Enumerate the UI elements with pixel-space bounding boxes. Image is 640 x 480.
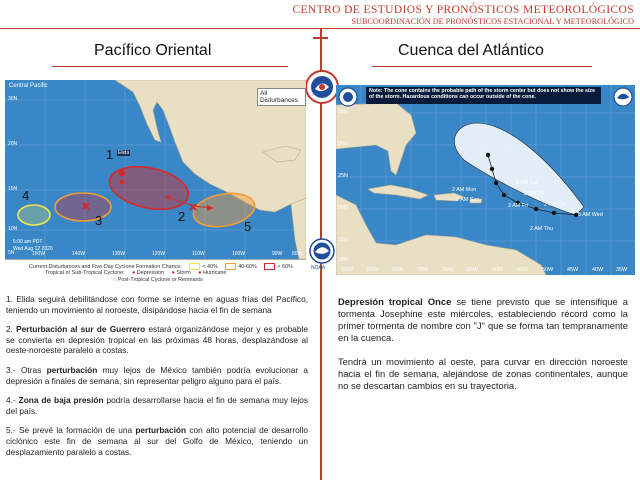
marker-5: 5 [244, 219, 252, 234]
region-label: Central Pacific [9, 83, 48, 89]
lon-label: 35W [616, 267, 628, 273]
legend-depression: ● Depression [132, 270, 165, 276]
storm-icon: ● [171, 270, 175, 276]
storm-tag: Elida [118, 150, 130, 156]
lon-label: 80W [292, 251, 303, 257]
track-label: 2 AM Sun [456, 197, 480, 203]
legend-swatch-yellow [189, 263, 200, 270]
lon-label: 150W [32, 251, 46, 257]
pacific-item-1: 1. Elida seguirá debilitándose con forme se interne en aguas frías del Pacífico, teniendo un movimiento al noroeste, disipándose hacia el fin de semana [6, 294, 308, 315]
track-label: 2 AM Fri [508, 203, 529, 209]
track-label: 2 AM Sat [516, 180, 538, 186]
lat-label: 15N [338, 237, 348, 243]
legend-storm: ● Storm [171, 270, 191, 276]
header-title: CENTRO DE ESTUDIOS Y PRONÓSTICOS METEOROLÓGICOS [292, 4, 634, 16]
marker-3: 3 [95, 213, 103, 228]
all-disturbances-button[interactable]: All Disturbances [257, 88, 306, 106]
legend-item-low: < 40% [189, 263, 217, 270]
cone-note: Note: The cone contains the probable path of the storm center but does not show the size of the storm. Hazardous conditions can occur outside of the cone. [366, 87, 601, 104]
lat-label: 15N [8, 186, 18, 192]
outlook-legend [5, 259, 306, 285]
lon-label: 85W [367, 267, 379, 273]
track-label: 2 AM Mon [452, 187, 477, 193]
legend-post-tropical: Post-Tropical Cyclone or Remnants [117, 277, 203, 283]
pacific-item-4: 4.- Zona de baja presión podría desarrollarse hacia el fin de semana muy lejos del país. [6, 395, 308, 416]
legend-hurricane: ● Hurricane [198, 270, 227, 276]
lat-label: 20N [8, 141, 18, 147]
atlantic-cone-map [336, 85, 635, 275]
noaa-logo-icon [309, 238, 335, 264]
depression-icon: ● [132, 270, 136, 276]
lon-label: 70W [442, 267, 454, 273]
marker-1: 1 [106, 147, 114, 162]
lat-label: 5N [8, 250, 15, 256]
lat-label: 30N [338, 141, 348, 147]
timestamp-line1: 5:00 am PDT [13, 239, 43, 245]
marker-4: 4 [22, 188, 30, 203]
lon-label: 90W [342, 267, 354, 273]
left-title-underline [52, 66, 288, 67]
lat-label: 10N [338, 257, 348, 263]
left-section-title: Pacífico Oriental [94, 42, 212, 59]
timestamp-line2: Wed Aug 12 2020 [13, 246, 53, 252]
atlantic-forecast-text [338, 296, 628, 404]
right-title-underline [372, 66, 592, 67]
legend-cyclone-label: Tropical or Sub-Tropical Cyclone: [45, 270, 125, 276]
lon-label: 100W [232, 251, 246, 257]
track-label: 2 AM Thu [530, 226, 553, 232]
lat-label: 30N [8, 96, 18, 102]
legend-swatch-orange [225, 263, 236, 270]
atlantic-paragraph-1: Depresión tropical Once se tiene previsto que se intensifique a tormenta Josephine este miércoles, estableciendo récord como la primer tormenta de nombre con "J" que se forma tan tempranamente en la cuenca. [338, 296, 628, 343]
lat-label: 20N [338, 205, 348, 211]
lon-label: 120W [152, 251, 166, 257]
atlantic-map-graphic [336, 85, 635, 275]
noaa-corner-logo-icon [613, 87, 633, 107]
smn-logo-icon [305, 70, 339, 104]
post-tropical-icon: ○ [113, 277, 117, 283]
pacific-item-3: 3.- Otras perturbación muy lejos de México también podría evolucionar a depresión a finales de semana, sin representar peligro alguno para el país. [6, 364, 308, 386]
lon-label: 45W [567, 267, 579, 273]
lon-label: 75W [417, 267, 429, 273]
atlantic-paragraph-2: Tendrá un movimiento al oeste, para curvar en dirección noroeste hacia el fin de semana, alejándose de zonas continentales, aunque no se descartan cambios en su trayectoria. [338, 356, 628, 391]
pacific-map-graphic [5, 80, 306, 259]
noaa-logo-label: NOAA [311, 265, 326, 271]
legend-item-high: > 60% [264, 263, 292, 270]
lon-label: 140W [72, 251, 86, 257]
right-section-title: Cuenca del Atlántico [398, 42, 544, 59]
track-label: 5 AM Wed [578, 212, 603, 218]
nhc-logo-icon [338, 87, 358, 107]
lat-label: 10N [8, 226, 18, 232]
track-label: 2 PM Thu [544, 202, 568, 208]
lon-label: 55W [517, 267, 529, 273]
legend-title: Current Disturbances and Five-Day Cyclone Formation Chance: [29, 263, 182, 270]
header-subtitle: SUBCOORDINACIÓN DE PRONÓSTICOS ESTACIONAL Y METEOROLÓGICO [351, 17, 634, 26]
track-label: 2 PM Fri [524, 191, 545, 197]
legend-swatch-red [264, 263, 275, 270]
lon-label: 40W [592, 267, 604, 273]
marker-2: 2 [178, 209, 186, 224]
lon-label: 80W [392, 267, 404, 273]
pacific-forecast-text [6, 294, 308, 466]
lon-label: 60W [492, 267, 504, 273]
lon-label: 110W [192, 251, 205, 257]
pacific-item-5: 5.- Se prevé la formación de una perturbación con alto potencial de desarrollo ciclónico este fin de semana al sur del Golfo de México, teniendo un desplazamiento paralelo a costas. [6, 425, 308, 457]
lon-label: 90W [272, 251, 283, 257]
legend-item-medium: 40-60% [225, 263, 257, 270]
lon-label: 65W [467, 267, 479, 273]
eastern-pacific-outlook-map [5, 80, 306, 259]
lon-label: 130W [112, 251, 126, 257]
hurricane-icon: ● [198, 270, 202, 276]
lon-label: 50W [542, 267, 554, 273]
divider-tick [313, 37, 328, 39]
lat-label: 35N [338, 109, 348, 115]
lat-label: 25N [338, 173, 348, 179]
pacific-item-2: 2. Perturbación al sur de Guerrero estará organizándose mejor y es probable se convierta en depresión tropical en las próximas 48 horas, desplazándose al oeste-noroeste paralelo a costas. [6, 324, 308, 356]
